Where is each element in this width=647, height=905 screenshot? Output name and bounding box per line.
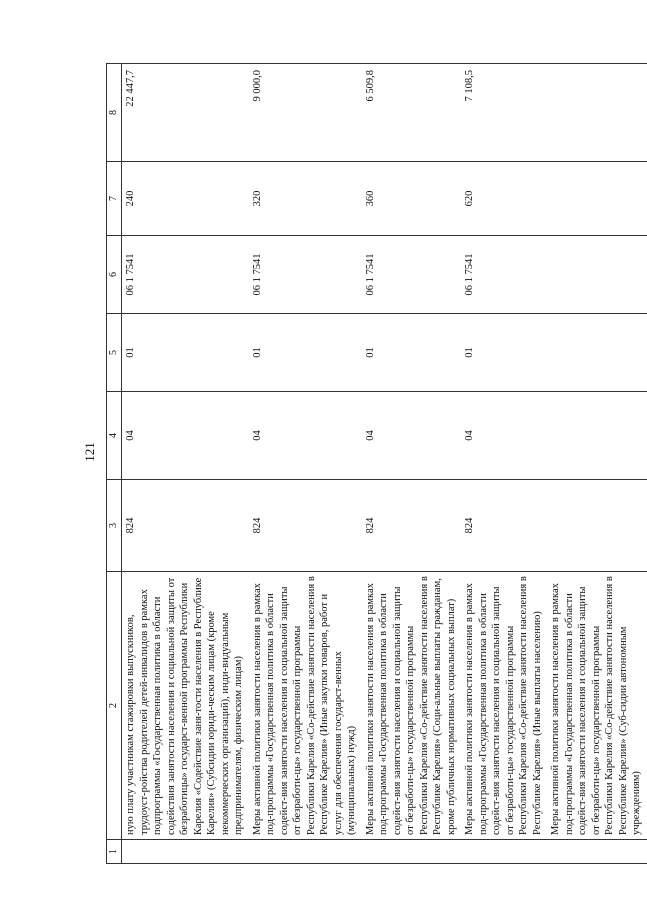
amount-cell: 22 447,7 [122,64,249,162]
section-cell: 04 [461,392,547,480]
subsection-cell: 01 [461,314,547,392]
description-cell: ную плату участникам стажировки выпускников, трудоуст-ройства родителей детей-инвалидов в рамках подпрограммы «Государственная политика в области содействия занятости населения и социальной защиты от безработицы» государст-венной программы Республики Карелия «Содействие заня-тости населения в Республике Карелия» (Субсидии юриди-ческим лицам (кроме некоммерческих организаций), инди-видуальным предпринимателям, физическим лицам) [122,572,249,840]
target-article-cell: 06 1 7541 [249,236,362,314]
amount-cell: 9 000,0 [249,64,362,162]
column-header: 4 [107,392,122,480]
subsection-cell: 01 [249,314,362,392]
expense-type-cell: 320 [249,162,362,236]
expense-type-cell: 240 [122,162,249,236]
subsection-cell: 01 [362,314,462,392]
column-header: 5 [107,314,122,392]
column-header: 6 [107,236,122,314]
table-row [122,64,249,864]
expense-type-cell: 360 [362,162,462,236]
column-header: 8 [107,64,122,162]
amount-cell: 7 108,5 [461,64,547,162]
subsection-cell [547,314,647,392]
admin-code-cell: 824 [249,480,362,572]
table-row [249,64,362,864]
amount-cell [547,64,647,162]
admin-code-cell: 824 [122,480,249,572]
column-header: 2 [107,572,122,840]
row-number-cell [249,840,362,864]
admin-code-cell: 824 [461,480,547,572]
section-cell: 04 [122,392,249,480]
expense-type-cell: 620 [461,162,547,236]
amount-cell: 6 509,8 [362,64,462,162]
row-number-cell [547,840,647,864]
target-article-cell: 06 1 7541 [362,236,462,314]
description-cell: Меры активной политики занятости населения в рамках под-программы «Государственная политика в области содейст-вия занятости населения и социальной защиты от безработи-цы» государственной программы Республики Карелия «Со-действие занятости населения в Республике Карелия» (Соци-альные выплаты гражданам, кроме публичных нормативных социальных выплат) [362,572,462,840]
expense-type-cell [547,162,647,236]
target-article-cell: 06 1 7541 [461,236,547,314]
subsection-cell: 01 [122,314,249,392]
column-header: 7 [107,162,122,236]
section-cell: 04 [249,392,362,480]
budget-table-container [106,64,646,864]
table-row [461,64,547,864]
row-number-cell [362,840,462,864]
page-number: 121 [82,442,97,462]
description-cell: Меры активной политики занятости населения в рамках под-программы «Государственная политика в области содейст-вия занятости населения и социальной защиты от безработи-цы» государственной программы Республики Карелия «Со-действие занятости населения в Республике Карелия» (Суб-сидии автономным учреждениям) [547,572,647,840]
section-cell [547,392,647,480]
column-header: 3 [107,480,122,572]
row-number-cell [122,840,249,864]
column-header: 1 [107,840,122,864]
table-row [547,64,647,864]
admin-code-cell: 824 [362,480,462,572]
table-row [362,64,462,864]
admin-code-cell [547,480,647,572]
row-number-cell [461,840,547,864]
description-cell: Меры активной политики занятости населения в рамках под-программы «Государственная политика в области содейст-вия занятости населения и социальной защиты от безработи-цы» государственной программы Республики Карелия «Со-действие занятости населения в Республике Карелия» (Иные закупки товаров, работ и услуг для обеспечения государст-венных (муниципальных) нужд) [249,572,362,840]
budget-table [106,63,647,864]
description-cell: Меры активной политики занятости населения в рамках под-программы «Государственная политика в области содейст-вия занятости населения и социальной защиты от безработи-цы» государственной программы Республики Карелия «Со-действие занятости населения в Республике Карелия» (Иные выплаты населению) [461,572,547,840]
section-cell: 04 [362,392,462,480]
target-article-cell [547,236,647,314]
target-article-cell: 06 1 7541 [122,236,249,314]
header-row [107,64,122,864]
